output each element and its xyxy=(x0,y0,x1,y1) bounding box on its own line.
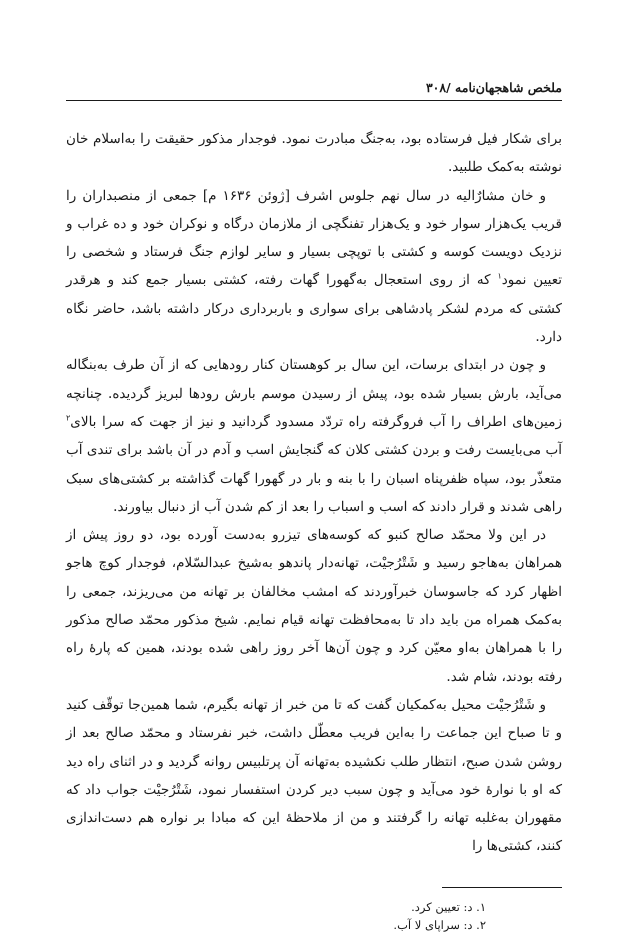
footnote-mark-2: ۲ xyxy=(66,413,71,423)
running-title: ملخص شاهجهان‌نامه /۳۰۸ xyxy=(425,80,562,95)
header-rule xyxy=(66,100,562,101)
paragraph-2 xyxy=(66,182,562,352)
body-text xyxy=(66,125,562,861)
paragraph-1: برای شکار فیل فرستاده بود، به‌جنگ مبادرت نمود. فوجدار مذکور حقیقت را به‌اسلام خان نوشته به‌کمک طلبید. xyxy=(66,131,562,176)
footnote-1: ۱. د: تعیین کرد. xyxy=(411,899,486,914)
book-page xyxy=(66,78,562,934)
paragraph-2-cont: که از روی استعجال به‌گهورا گهات رفته، کشتی بسیار جمع کند و هرقدر کشتی که مردم لشکر پادشاهی برای سواری و باربرداری درکار داشته باشد، حاضر نگاه دارد. xyxy=(66,272,562,346)
paragraph-4: در این ولا محمّد صالح کنبو که کوسه‌های تیزرو به‌دست آورده بود، دو روز پیش از همراهان به‌هاجو رسید و شَتْرُجیْت، تهانه‌دار پاندهو به‌شیخ عبدالسّلام، فوجدار کوچ هاجو اظهار کرد که جاسوسان خبرآوردند که امشب مخالفان بر تهانه من می‌ریزند، جمعی را به‌کمک همراه من باید داد تا به‌محافظت تهانه قیام نمایم. شیخ مذکور محمّد صالح مذکور را با همراهان به‌او معیّن کرد و چون آن‌ها آخر روز راهی شده بودند، همین که پارهٔ راه رفته بودند، شام شد. xyxy=(66,527,562,685)
paragraph-2-text: و خان مشارٌالیه در سال نهم جلوس اشرف [ژوئن ۱۶۳۶ م] جمعی از منصبداران را قریب یک‌هزار سوار خود و یک‌هزار تفنگچی از ملازمان درگاه و نوکران خود و ده غراب و نزدیک دویست کوسه و کشتی با توپچی بسیار و سایر لوازم جنگ فرستاد و شخصی را تعیین نمود xyxy=(66,187,562,289)
paragraph-5: و شَتْرُجیْت محیل به‌کمکیان گفت که تا من خبر از تهانه بگیرم، شما همین‌جا توقّف کنید و تا صباح این جماعت را به‌این فریب معطّل داشت، خبر نفرستاد و محمّد صالح بعد از روشن شدن صبح، انتظار طلب نکشیده به‌تهانه آن پرتلبیس روانه گردید و در اثنای راه دید که او با نوارهٔ خود می‌آید و چون سبب دیر کردن استفسار نمود، شَتْرُجیْت جواب داد که مقهوران به‌غلبه تهانه را گرفتند و من از ملاحظهٔ این که مبادا بر نواره هم دست‌اندازی کنند، کشتی‌ها را xyxy=(66,696,562,855)
paragraph-3-cont: آب می‌بایست رفت و بردن کشتی کلان که گنجایش اسب و آدم در آن باشد برای تندی آب متعذّر بود، سپاه ظفرپناه اسبان را با بنه و بار در گهورا گهات گذاشته بر کشتی‌های سبک راهی شدند و قرار دادند که اسب و اسباب را بعد از کم شدن آب از دنبال بیاورند. xyxy=(66,442,562,515)
paragraph-3 xyxy=(66,351,562,521)
footnote-rule xyxy=(442,887,562,888)
footnote-2: ۲. د: سراپای لا آب. xyxy=(393,917,486,932)
footnote-mark-1: ۱ xyxy=(497,271,502,281)
paragraph-3-text: و چون در ابتدای برسات، این سال بر کوهستان کنار رودهایی که از آن طرف به‌بنگاله می‌آید، بارش بسیار شده بود، پیش از رسیدن موسم بارش رودها لبریز گردیده. چنانچه زمین‌های اطراف را آب فروگرفته راه تردّد مسدود گردانید و نیز از جهت که سرا بالای xyxy=(66,357,562,430)
footnotes xyxy=(66,898,562,934)
